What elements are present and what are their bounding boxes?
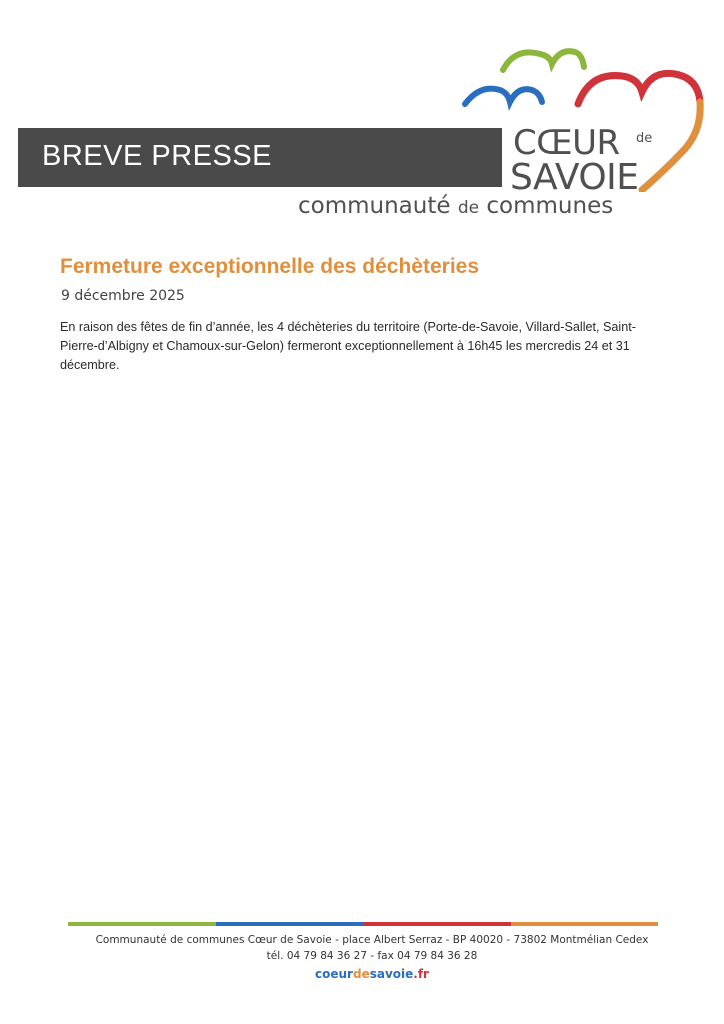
logo-savoie-text: SAVOIE [510, 157, 639, 198]
url-part-4: .fr [413, 967, 429, 981]
url-part-1: coeur [315, 967, 353, 981]
logo-de-text: de [636, 131, 653, 146]
website-link[interactable] [0, 967, 724, 981]
url-part-2: de [352, 967, 370, 981]
footer-color-rule [68, 922, 658, 926]
tagline-word-2: de [457, 198, 480, 218]
article-title: Fermeture exceptionnelle des déchèteries [60, 255, 480, 278]
rule-segment-red [363, 922, 511, 926]
rule-segment-green [68, 922, 216, 926]
press-banner [18, 128, 502, 187]
rule-segment-blue [216, 922, 364, 926]
tagline-word-3: communes [486, 193, 614, 219]
banner-label: BREVE PRESSE [42, 140, 273, 172]
footer-address: Communauté de communes Cœur de Savoie - place Albert Serraz - BP 40020 - 73802 Montmélian Cedex [95, 934, 649, 946]
url-part-3: savoie [369, 967, 414, 981]
tagline [298, 193, 613, 219]
logo-coeur-text: CŒUR [513, 123, 620, 163]
article-body: En raison des fêtes de fin d’année, les 4 déchèteries du territoire (Porte-de-Savoie, Villard-Sallet, Saint-Pierre-d’Albigny et Chamoux-sur-Gelon) fermeront exceptionnellement à 16h45 les mercredis 24 et 31 décembre. [60, 320, 636, 372]
footer-contact: tél. 04 79 84 36 27 - fax 04 79 84 36 28 [266, 950, 478, 962]
tagline-word-1: communauté [298, 193, 451, 219]
coeur-de-savoie-logo [460, 42, 710, 198]
rule-segment-orange [511, 922, 659, 926]
article-date: 9 décembre 2025 [61, 288, 185, 304]
